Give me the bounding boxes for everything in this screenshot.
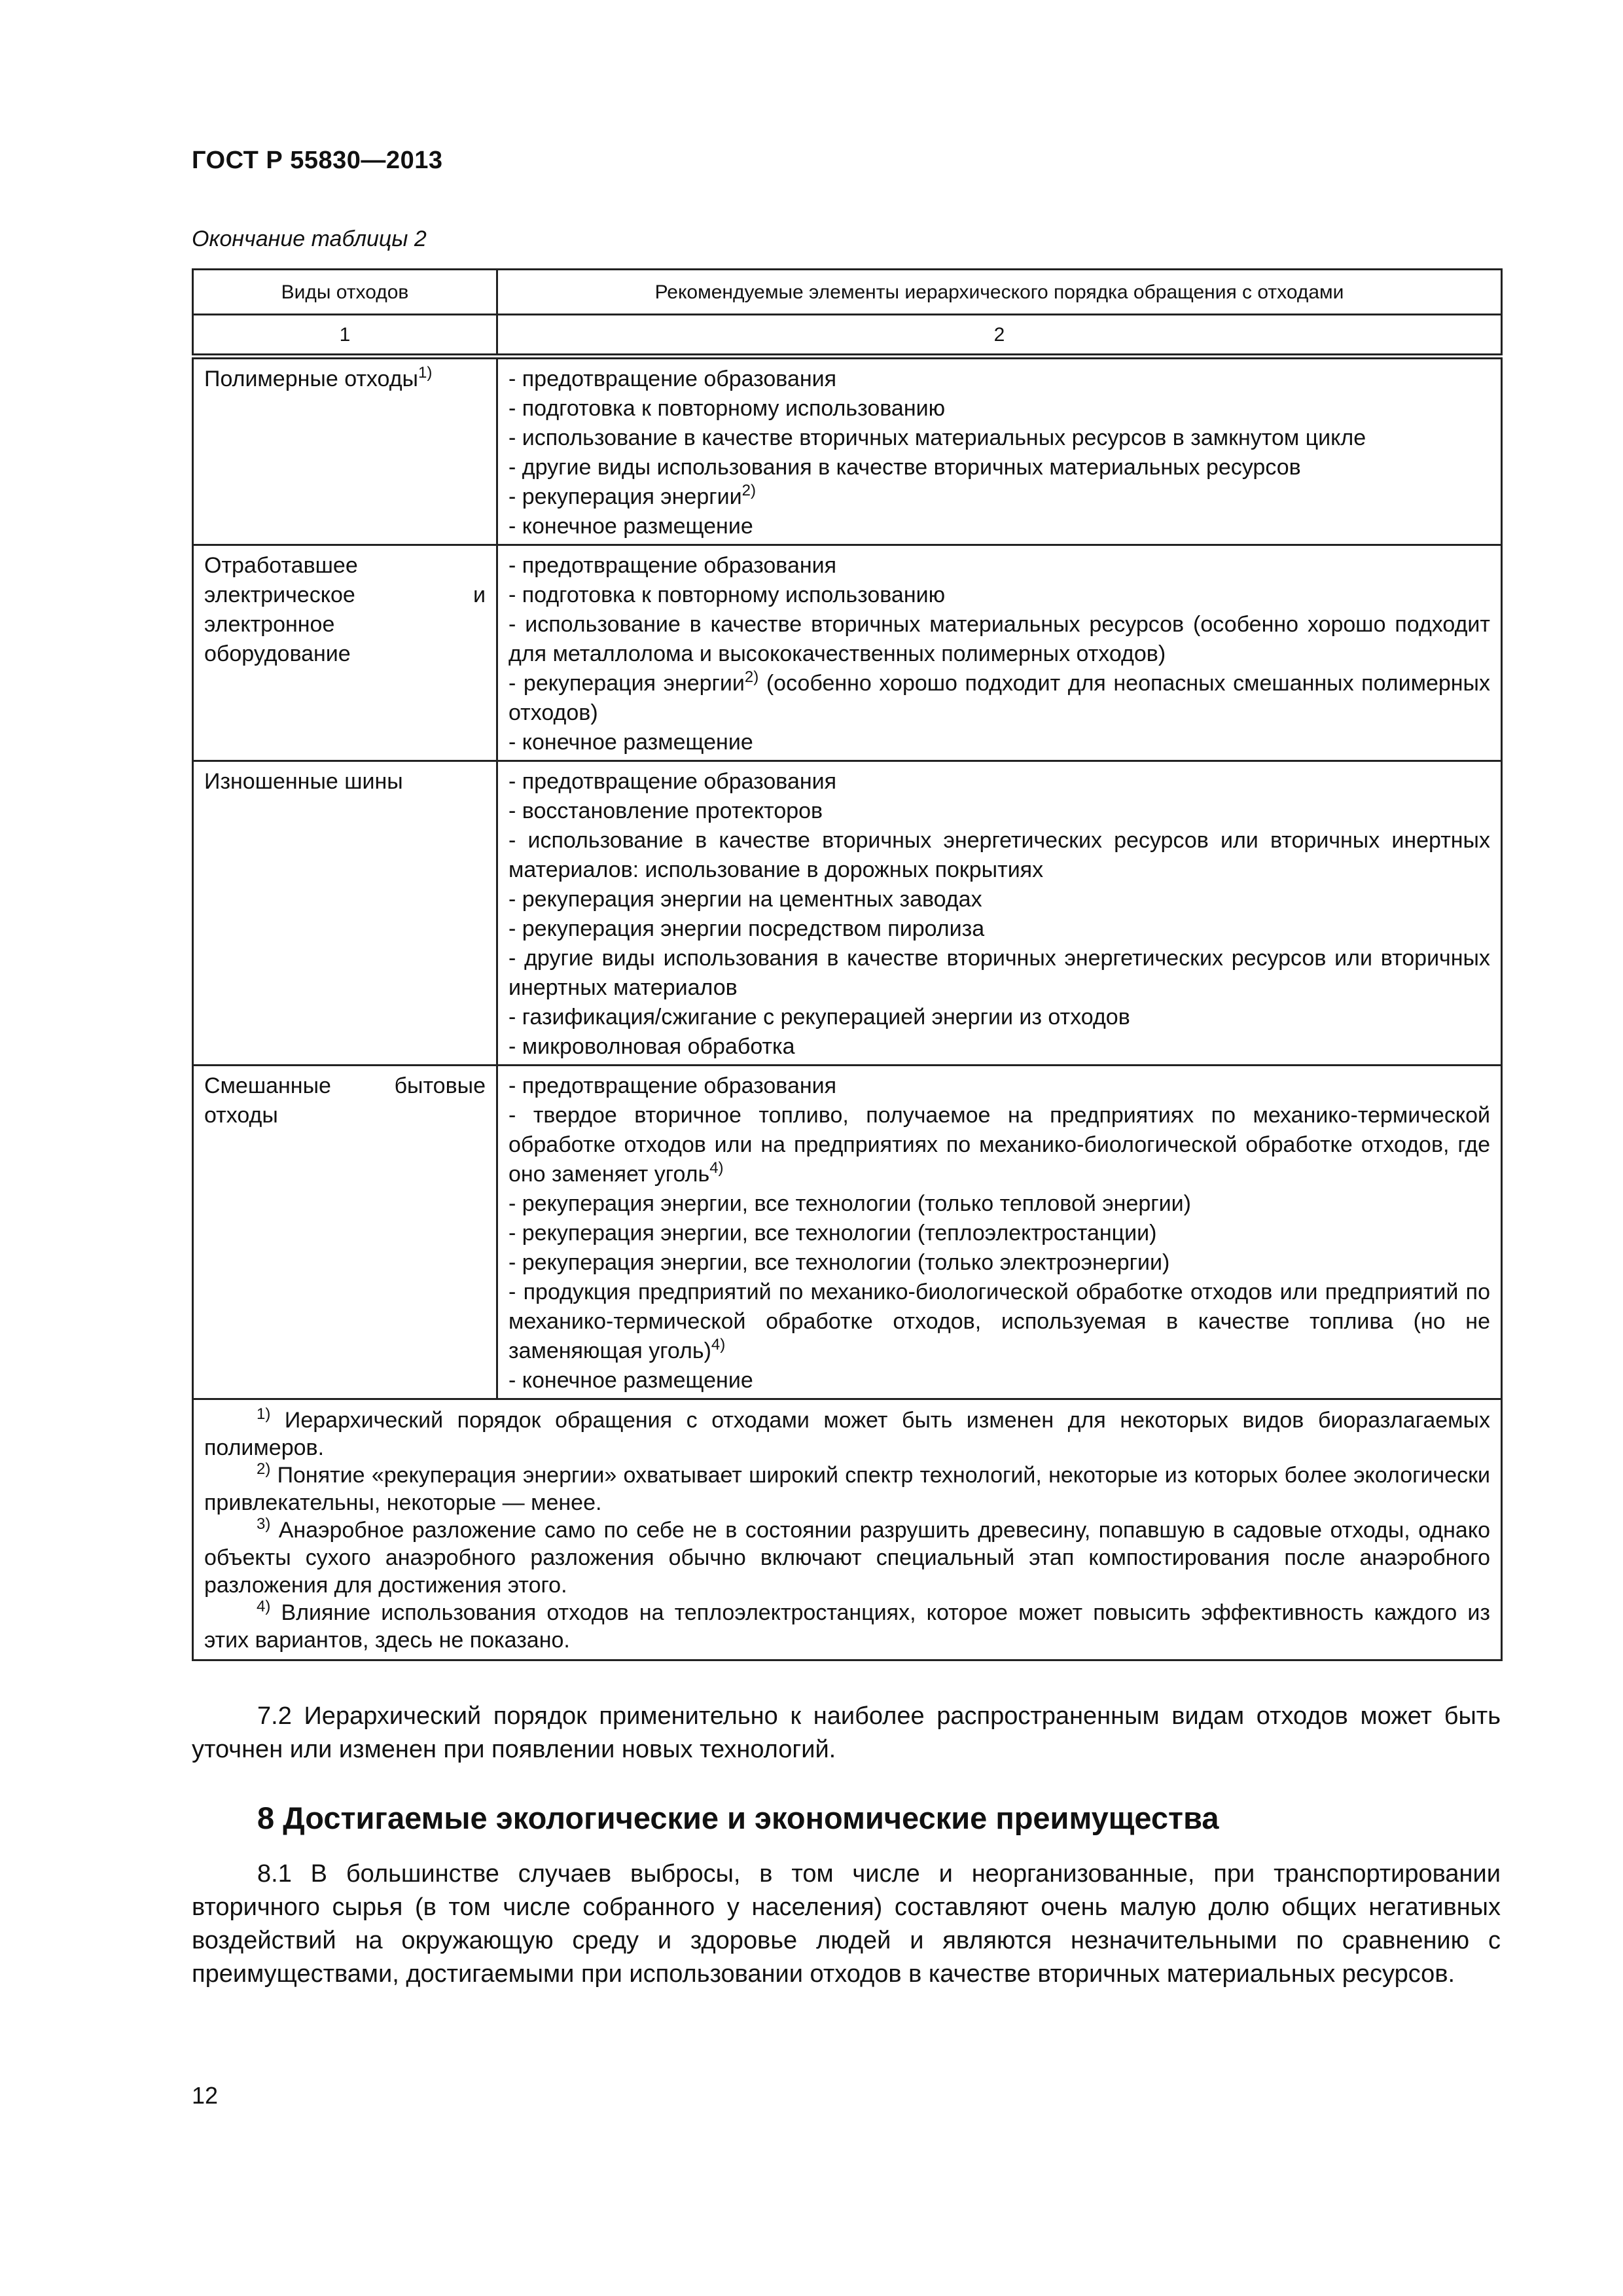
list-item [508,914,1490,944]
list-item [508,1071,1490,1101]
list-item [508,669,1490,728]
footnote-mark: 1) [418,364,433,382]
list-item-text: - рекуперация энергии посредством пиролиза [508,916,985,941]
footnotes-cell [193,1399,1502,1660]
list-item [508,394,1490,423]
table-footnote [204,1599,1490,1654]
list-item-text: - использование в качестве вторичных энергетических ресурсов или вторичных инертных материалов: использование в дорожных покрытиях [508,828,1490,882]
recommended-elements-cell [497,761,1502,1066]
list-item [508,1032,1490,1062]
footnote-mark: 2) [257,1460,271,1478]
list-item-text: - предотвращение образования [508,367,837,391]
list-item-text: - конечное размещение [508,514,753,539]
column-number: 1 [193,315,497,357]
paragraph-8-1: 8.1 В большинстве случаев выбросы, в том числе и неорганизованные, при транспортировании вторичного сырья (в том числе собранного у населения) составляют очень малую долю общих негативных воздействий на окружающую среду и здоровье людей и являются незначительными по сравнению с преимуществами, достигаемыми при использовании отходов в качестве вторичных материальных ресурсов. [192,1860,1501,1988]
list-item [508,551,1490,581]
table-row [193,1066,1502,1399]
footnote-text: Иерархический порядок обращения с отходами может быть изменен для некоторых видов биоразлагаемых полимеров. [204,1408,1490,1460]
list-item-text: - использование в качестве вторичных материальных ресурсов в замкнутом цикле [508,425,1366,450]
footnote-mark: 4) [257,1598,271,1615]
waste-hierarchy-table [192,268,1503,1661]
list-item [508,423,1490,453]
list-item-text: - предотвращение образования [508,769,837,794]
list-item [508,728,1490,757]
table-caption: Окончание таблицы 2 [192,226,427,251]
list-item [508,767,1490,797]
recommended-elements-cell [497,357,1502,545]
footnote-mark: 4) [709,1159,724,1177]
waste-type-label: Смешанные бытовые отходы [204,1073,486,1128]
list-item [508,1101,1490,1189]
list-item-text: - предотвращение образования [508,553,837,578]
list-item-text: - рекуперация энергии, все технологии (только тепловой энергии) [508,1191,1191,1216]
list-item-text: - конечное размещение [508,1368,753,1393]
column-number: 2 [497,315,1502,357]
footnote-mark: 4) [711,1336,726,1354]
list-item-text: - предотвращение образования [508,1073,837,1098]
list-item [508,512,1490,541]
list-item-text: - подготовка к повторному использованию [508,583,946,607]
list-item [508,1366,1490,1395]
column-header-waste-types: Виды отходов [193,270,497,315]
list-item [508,453,1490,482]
list-item [508,1003,1490,1032]
list-item-text-continuation: (особенно хорошо подходит для неопасных смешанных полимерных отходов) [508,671,1490,725]
list-item-text: - твердое вторичное топливо, получаемое на предприятиях по механико-термической обработке отходов или на предприятиях по механико-биологической обработке отходов, где оно заменяет уголь [508,1103,1490,1187]
list-item [508,581,1490,610]
table-body [193,357,1502,1399]
list-item-text: - газификация/сжигание с рекуперацией энергии из отходов [508,1005,1130,1030]
list-item-text: - другие виды использования в качестве вторичных энергетических ресурсов или вторичных инертных материалов [508,946,1490,1000]
footnote-text: Влияние использования отходов на теплоэлектростанциях, которое может повысить эффективность каждого из этих вариантов, здесь не показано. [204,1600,1490,1653]
recommended-elements-cell [497,545,1502,761]
table-footnote [204,1407,1490,1462]
list-item-text: - другие виды использования в качестве вторичных материальных ресурсов [508,455,1301,480]
section-8-heading: 8 Достигаемые экологические и экономические преимущества [257,1801,1219,1835]
footnote-mark: 2) [741,482,756,499]
list-item [508,826,1490,885]
list-item-text: - конечное размещение [508,730,753,755]
waste-type-cell [193,545,497,761]
list-item [508,365,1490,394]
table-row [193,761,1502,1066]
footnote-mark: 1) [257,1405,271,1423]
list-item [508,797,1490,826]
waste-type-cell [193,357,497,545]
footnote-mark: 2) [744,668,759,686]
list-item [508,1248,1490,1278]
list-item-text: - рекуперация энергии, все технологии (теплоэлектростанции) [508,1221,1157,1246]
table-footnote [204,1516,1490,1599]
table-row [193,357,1502,545]
waste-type-label: Полимерные отходы [204,367,418,391]
list-item [508,885,1490,914]
footnote-text: Анаэробное разложение само по себе не в состоянии разрушить древесину, попавшую в садовые отходы, однако объекты сухого анаэробного разложения обычно включают специальный этап компостирования после анаэробного разложения для достижения этого. [204,1518,1490,1598]
list-item-text: - рекуперация энергии [508,671,745,696]
list-item-text: - рекуперация энергии на цементных заводах [508,887,982,912]
waste-type-label: Изношенные шины [204,769,403,794]
list-item [508,1278,1490,1366]
list-item-text: - использование в качестве вторичных материальных ресурсов (особенно хорошо подходит для металлолома и высококачественных полимерных отходов) [508,612,1490,666]
list-item-text: - подготовка к повторному использованию [508,396,946,421]
table-footnote [204,1462,1490,1516]
list-item [508,482,1490,512]
waste-type-cell [193,1066,497,1399]
column-number-row [193,315,1502,357]
list-item-text: - продукция предприятий по механико-биологической обработке отходов или предприятий по механико-термической обработке отходов, используемая в качестве топлива (но не заменяющая уголь) [508,1280,1490,1363]
list-item-text: - рекуперация энергии, все технологии (только электроэнергии) [508,1250,1170,1275]
waste-type-cell [193,761,497,1066]
list-item-text: - рекуперация энергии [508,484,742,509]
list-item-text: - микроволновая обработка [508,1034,795,1059]
page-header-standard-code: ГОСТ Р 55830—2013 [192,147,443,174]
footnote-mark: 3) [257,1515,271,1533]
page-number: 12 [192,2082,219,2109]
paragraph-7-2: 7.2 Иерархический порядок применительно к наиболее распространенным видам отходов может быть уточнен или изменен при появлении новых технологий. [192,1702,1501,1763]
list-item [508,1219,1490,1248]
waste-type-label: Отработавшее электрическое и электронное оборудование [204,553,486,666]
list-item-text: - восстановление протекторов [508,798,823,823]
footnote-text: Понятие «рекуперация энергии» охватывает широкий спектр технологий, некоторые из которых более экологически привлекательны, некоторые — менее. [204,1463,1490,1515]
list-item [508,1189,1490,1219]
table-row [193,545,1502,761]
recommended-elements-cell [497,1066,1502,1399]
footnotes-row [193,1399,1502,1660]
list-item [508,944,1490,1003]
list-item [508,610,1490,669]
table-header-row [193,270,1502,315]
column-header-recommended-elements: Рекомендуемые элементы иерархического порядка обращения с отходами [497,270,1502,315]
